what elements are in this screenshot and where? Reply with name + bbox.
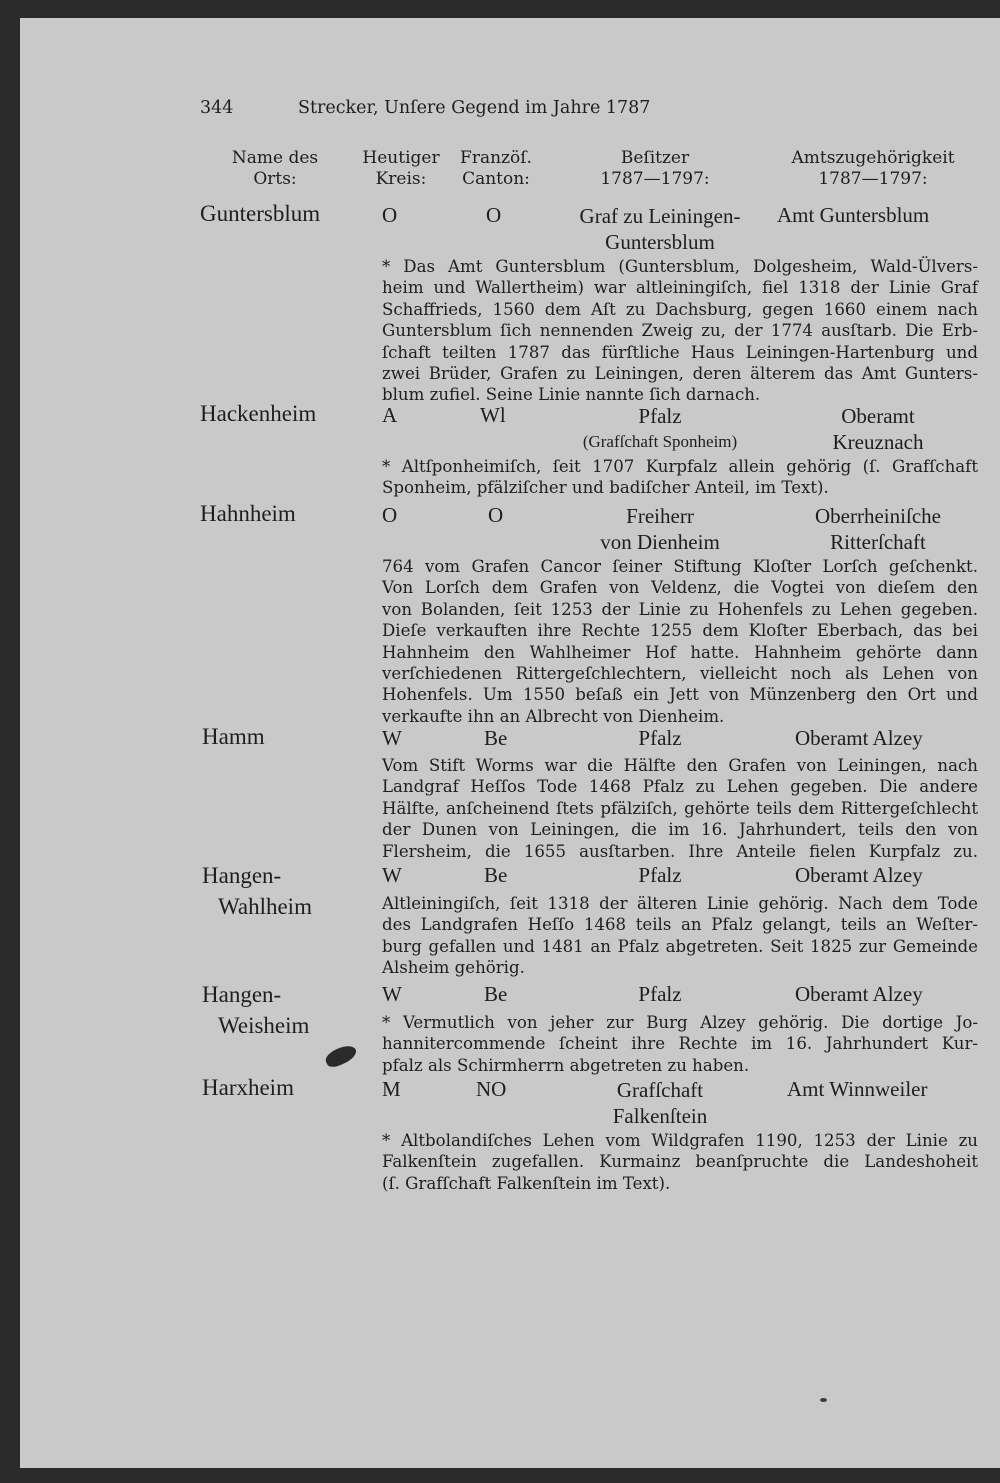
note-line: blum zufiel. Seine Linie nannte ſich darnach. <box>382 385 761 405</box>
column-header-kreis-line1: Heutiger <box>362 148 440 168</box>
note-line: ſchaft teilten 1787 das fürſtliche Haus Leiningen-Hartenburg und <box>382 342 978 362</box>
note-line: 764 vom Grafen Cancor ſeiner Stiftung Kloſter Lorſch geſchenkt. <box>382 557 978 576</box>
kreis-cell: W <box>382 726 402 750</box>
besitzer-line: Graf zu Leiningen- <box>579 204 741 228</box>
entry-note <box>382 1012 978 1076</box>
column-header-besitzer-line1: Beſitzer <box>620 148 690 168</box>
canton-cell: Be <box>484 982 508 1006</box>
place-name <box>202 860 312 922</box>
note-line: Hohenfels. Um 1550 beſaß ein Jett von Münzenberg den Ort und <box>382 685 978 705</box>
besitzer-line: Pfalz <box>638 404 682 428</box>
besitzer-cell <box>560 503 760 555</box>
amt-line: Kreuznach <box>832 430 924 454</box>
entry-note <box>382 556 978 727</box>
column-header-amt <box>788 148 958 190</box>
place-name-line: Hangen- <box>202 982 282 1007</box>
note-line: Von Lorſch dem Grafen von Veldenz, die Vogtei von dieſem den <box>382 578 978 598</box>
canton-cell: Wl <box>480 403 506 427</box>
note-line: Flersheim, die 1655 ausſtarben. Ihre Anteile fielen Kurpfalz zu. <box>382 841 978 861</box>
note-line: pfalz als Schirmherrn abgetreten zu haben. <box>382 1055 750 1075</box>
kreis-cell: O <box>382 203 398 227</box>
besitzer-subline: (Grafſchaft Sponheim) <box>582 432 738 451</box>
page-number: 344 <box>200 98 234 118</box>
place-name: Guntersblum <box>200 201 321 226</box>
besitzer-line: von Dienheim <box>600 530 720 554</box>
column-header-amt-line2: 1787—1797: <box>818 169 928 189</box>
column-header-name-line1: Name des <box>231 148 319 168</box>
amt-line: Oberrheiniſche <box>815 504 941 528</box>
column-header-name <box>215 148 335 190</box>
note-line: * Vermutlich von jeher zur Burg Alzey gehörig. Die dortige Jo- <box>382 1013 978 1032</box>
entry-note <box>382 456 978 499</box>
book-page <box>20 18 1000 1468</box>
besitzer-cell <box>580 726 740 751</box>
canton-cell: O <box>486 203 502 227</box>
note-line: Alsheim gehörig. <box>382 958 525 978</box>
place-name-line: Wahlheim <box>218 894 312 919</box>
besitzer-cell <box>580 1077 740 1129</box>
note-line: (ſ. Grafſchaft Falkenſtein im Text). <box>382 1173 671 1193</box>
besitzer-line: Pfalz <box>638 982 682 1006</box>
note-line: burg gefallen und 1481 an Pfalz abgetreten. Seit 1825 zur Gemeinde <box>382 936 978 956</box>
kreis-cell: M <box>382 1077 401 1101</box>
amt-cell <box>788 503 968 555</box>
column-header-kreis <box>358 148 444 190</box>
amt-cell: Oberamt Alzey <box>795 726 923 750</box>
note-line: Guntersblum ſich nennenden Zweig zu, der 1774 ausſtarb. Die Erb- <box>382 321 978 341</box>
column-header-amt-line1: Amtszugehörigkeit <box>791 148 955 168</box>
amt-cell: Oberamt Alzey <box>795 863 923 887</box>
entry-note <box>382 893 978 979</box>
place-name-line: Hangen- <box>202 863 282 888</box>
column-header-name-line2: Orts: <box>253 169 297 189</box>
besitzer-cell <box>580 863 740 888</box>
place-name <box>202 979 309 1041</box>
column-header-canton-line2: Canton: <box>462 169 530 189</box>
note-line: Schaffrieds, 1560 dem Aſt zu Dachsburg, gegen 1660 einem nach <box>382 299 978 319</box>
place-name: Hahnheim <box>200 501 296 526</box>
note-line: verkaufte ihn an Albrecht von Dienheim. <box>382 706 725 726</box>
running-head-title: Strecker, Unſere Gegend im Jahre 1787 <box>298 98 651 118</box>
besitzer-cell <box>540 203 780 255</box>
besitzer-line: Grafſchaft <box>616 1078 704 1102</box>
note-line: Landgraf Heſſos Tode 1468 Pfalz zu Lehen gegeben. Die andere <box>382 777 978 797</box>
place-name: Harxheim <box>202 1075 294 1100</box>
note-line: Dieſe verkauften ihre Rechte 1255 dem Kloſter Eberbach, das bei <box>382 621 978 641</box>
place-name: Hamm <box>202 724 265 749</box>
note-line: * Altſponheimiſch, ſeit 1707 Kurpfalz allein gehörig (ſ. Grafſchaft <box>382 457 978 476</box>
amt-line: Ritterſchaft <box>830 530 926 554</box>
note-line: * Altbolandiſches Lehen vom Wildgrafen 1190, 1253 der Linie zu <box>382 1131 978 1150</box>
kreis-cell: O <box>382 503 398 527</box>
note-line: der Dunen von Leiningen, die im 16. Jahrhundert, teils den von <box>382 820 978 840</box>
amt-cell <box>798 403 958 455</box>
besitzer-line: Pfalz <box>638 863 682 887</box>
column-header-canton-line1: Franzöſ. <box>460 148 532 168</box>
canton-cell: Be <box>484 726 508 750</box>
besitzer-line: Falkenſtein <box>612 1104 708 1128</box>
note-line: des Landgrafen Heſſo 1468 teils an Pfalz gelangt, teils an Weſter- <box>382 915 978 935</box>
entry-note <box>382 256 978 406</box>
canton-cell: O <box>488 503 504 527</box>
kreis-cell: W <box>382 982 402 1006</box>
paper-speck <box>820 1398 827 1402</box>
kreis-cell: A <box>382 403 398 427</box>
canton-cell: NO <box>476 1077 507 1101</box>
besitzer-line: Freiherr <box>626 504 694 528</box>
note-line: zwei Brüder, Grafen zu Leiningen, deren älterem das Amt Gunters- <box>382 364 978 384</box>
place-name-line: Weisheim <box>218 1013 310 1038</box>
amt-cell: Oberamt Alzey <box>795 982 923 1006</box>
place-name: Hackenheim <box>200 401 317 426</box>
besitzer-cell <box>580 982 740 1007</box>
note-line: Vom Stift Worms war die Hälfte den Grafen von Leiningen, nach <box>382 756 978 775</box>
ink-blot <box>323 1042 359 1070</box>
amt-line: Oberamt <box>841 404 915 428</box>
note-line: verſchiedenen Rittergeſchlechtern, vielleicht noch als Lehen von <box>382 664 978 684</box>
amt-cell: Amt Guntersblum <box>777 203 930 227</box>
note-line: Sponheim, pfälziſcher und badiſcher Anteil, im Text). <box>382 478 829 498</box>
canton-cell: Be <box>484 863 508 887</box>
note-line: Altleiningiſch, ſeit 1318 der älteren Linie gehörig. Nach dem Tode <box>382 894 978 913</box>
column-header-kreis-line2: Kreis: <box>375 169 427 189</box>
note-line: von Bolanden, ſeit 1253 der Linie zu Hohenfels zu Lehen gegeben. <box>382 599 978 619</box>
kreis-cell: W <box>382 863 402 887</box>
column-header-besitzer-line2: 1787—1797: <box>600 169 710 189</box>
column-header-besitzer <box>580 148 730 190</box>
note-line: * Das Amt Guntersblum (Guntersblum, Dolgesheim, Wald-Ülvers- <box>382 257 978 276</box>
besitzer-line: Pfalz <box>638 726 682 750</box>
note-line: Hahnheim den Wahlheimer Hof hatte. Hahnheim gehörte dann <box>382 642 978 662</box>
entry-note <box>382 755 978 862</box>
besitzer-line: Guntersblum <box>605 230 715 254</box>
column-header-canton <box>454 148 538 190</box>
besitzer-cell <box>560 403 760 455</box>
note-line: Falkenſtein zugefallen. Kurmainz beanſpruchte die Landeshoheit <box>382 1152 978 1172</box>
note-line: heim und Wallertheim) war altleiningiſch, fiel 1318 der Linie Graf <box>382 278 978 298</box>
entry-note <box>382 1130 978 1194</box>
note-line: Hälfte, anſcheinend ſtets pfälziſch, gehörte teils dem Rittergeſchlecht <box>382 798 978 818</box>
amt-cell: Amt Winnweiler <box>787 1077 928 1101</box>
note-line: hannitercommende ſcheint ihre Rechte im 16. Jahrhundert Kur- <box>382 1034 978 1054</box>
